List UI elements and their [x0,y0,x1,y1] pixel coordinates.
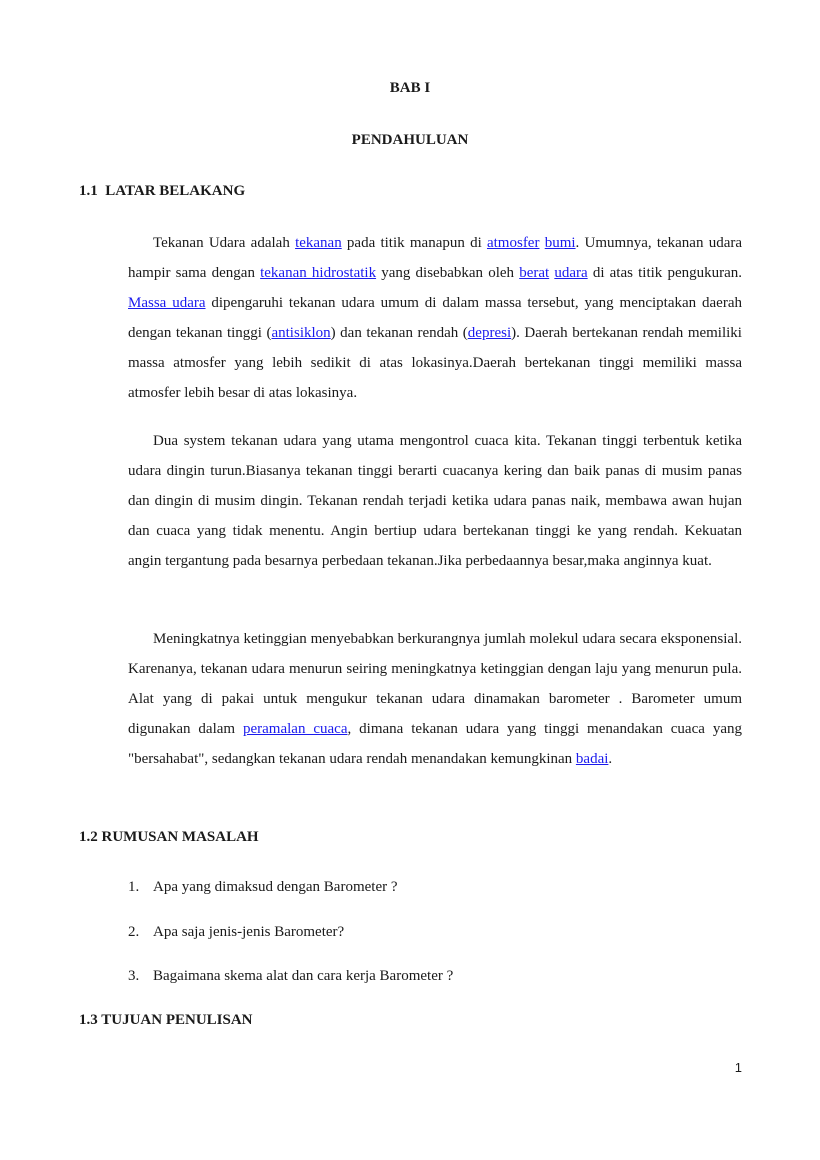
link-atmosfer[interactable]: atmosfer [486,235,540,251]
chapter-title: PENDAHULUAN [351,132,469,148]
paragraph-tekanan-udara [128,228,742,408]
link-tekanan-hidrostatik[interactable]: tekanan hidrostatik [260,265,377,281]
section-heading-latar-belakang: 1.1 LATAR BELAKANG [79,183,246,199]
list-item [128,924,344,941]
paragraph-text: yang disebabkan oleh [376,265,520,281]
link-udara[interactable]: udara [554,265,588,281]
section-heading-rumusan-masalah: 1.2 RUMUSAN MASALAH [79,829,259,845]
page-number: 1 [734,1060,742,1075]
paragraph-text: . Umumnya, tekanan udara hampir sama dengan [128,235,743,281]
paragraph-text: ). Daerah bertekanan rendah memiliki massa atmosfer yang lebih sedikit di atas lokasinya.Daerah bertekanan tinggi memiliki massa atmosfer lebih besar di atas lokasinya. [128,325,742,401]
link-antisiklon[interactable]: antisiklon [271,325,331,341]
paragraph-text: , dimana tekanan udara yang tinggi menandakan cuaca yang "bersahabat", sedangkan tekanan udara rendah menandakan kemungkinan [128,721,742,767]
list-item-number: 3. [128,968,140,984]
link-badai[interactable]: badai [575,751,609,767]
link-bumi[interactable]: bumi [544,235,576,251]
paragraph-sistem-tekanan: Dua system tekanan udara yang utama mengontrol cuaca kita. Tekanan tinggi terbentuk ketika udara dingin turun.Biasanya tekanan tinggi berarti cuacanya kering dan baik panas di musim panas dan dingin di musim dingin. Tekanan rendah terjadi ketika udara panas naik, membawa awan hujan dan cuaca yang tidak menentu. Angin bertiup udara bertekanan tinggi ke yang rendah. Kekuatan angin tergantung pada besarnya perbedaan tekanan.Jika perbedaannya besar,maka anginnya kuat. [128,433,742,569]
link-peramalan-cuaca[interactable]: peramalan cuaca [242,721,348,737]
paragraph-text: ) dan tekanan rendah ( [330,325,468,341]
paragraph-text: Meningkatnya ketinggian menyebabkan berkurangnya jumlah molekul udara secara eksponensial. Karenanya, tekanan udara menurun seiring meningkatnya ketinggian dengan laju yang menurun pula. Alat yang di pakai untuk mengukur tekanan udara dinamakan barometer . Barometer umum digunakan dalam [128,631,742,737]
list-item-number: 1. [128,879,140,895]
list-item-number: 2. [128,924,140,940]
paragraph-text: Tekanan Udara adalah [153,235,296,251]
link-depresi[interactable]: depresi [467,325,512,341]
paragraph-text: . [608,751,613,767]
list-item-text: Apa yang dimaksud dengan Barometer ? [153,879,398,895]
chapter-label: BAB I [389,80,431,96]
link-berat[interactable]: berat [519,265,550,281]
list-item [128,968,453,985]
paragraph-ketinggian [128,624,742,774]
list-item-text: Apa saja jenis-jenis Barometer? [153,924,345,940]
link-massa-udara[interactable]: Massa udara [128,295,206,311]
list-item-text: Bagaimana skema alat dan cara kerja Barometer ? [153,968,454,984]
link-tekanan[interactable]: tekanan [295,235,342,251]
paragraph-text: dipengaruhi tekanan udara umum di dalam massa tersebut, yang menciptakan daerah dengan tekanan tinggi ( [128,295,742,341]
paragraph-text: pada titik manapun di [341,235,487,251]
section-heading-tujuan-penulisan: 1.3 TUJUAN PENULISAN [79,1012,253,1028]
paragraph-text: di atas titik pengukuran. [587,265,743,281]
list-item [128,879,398,896]
